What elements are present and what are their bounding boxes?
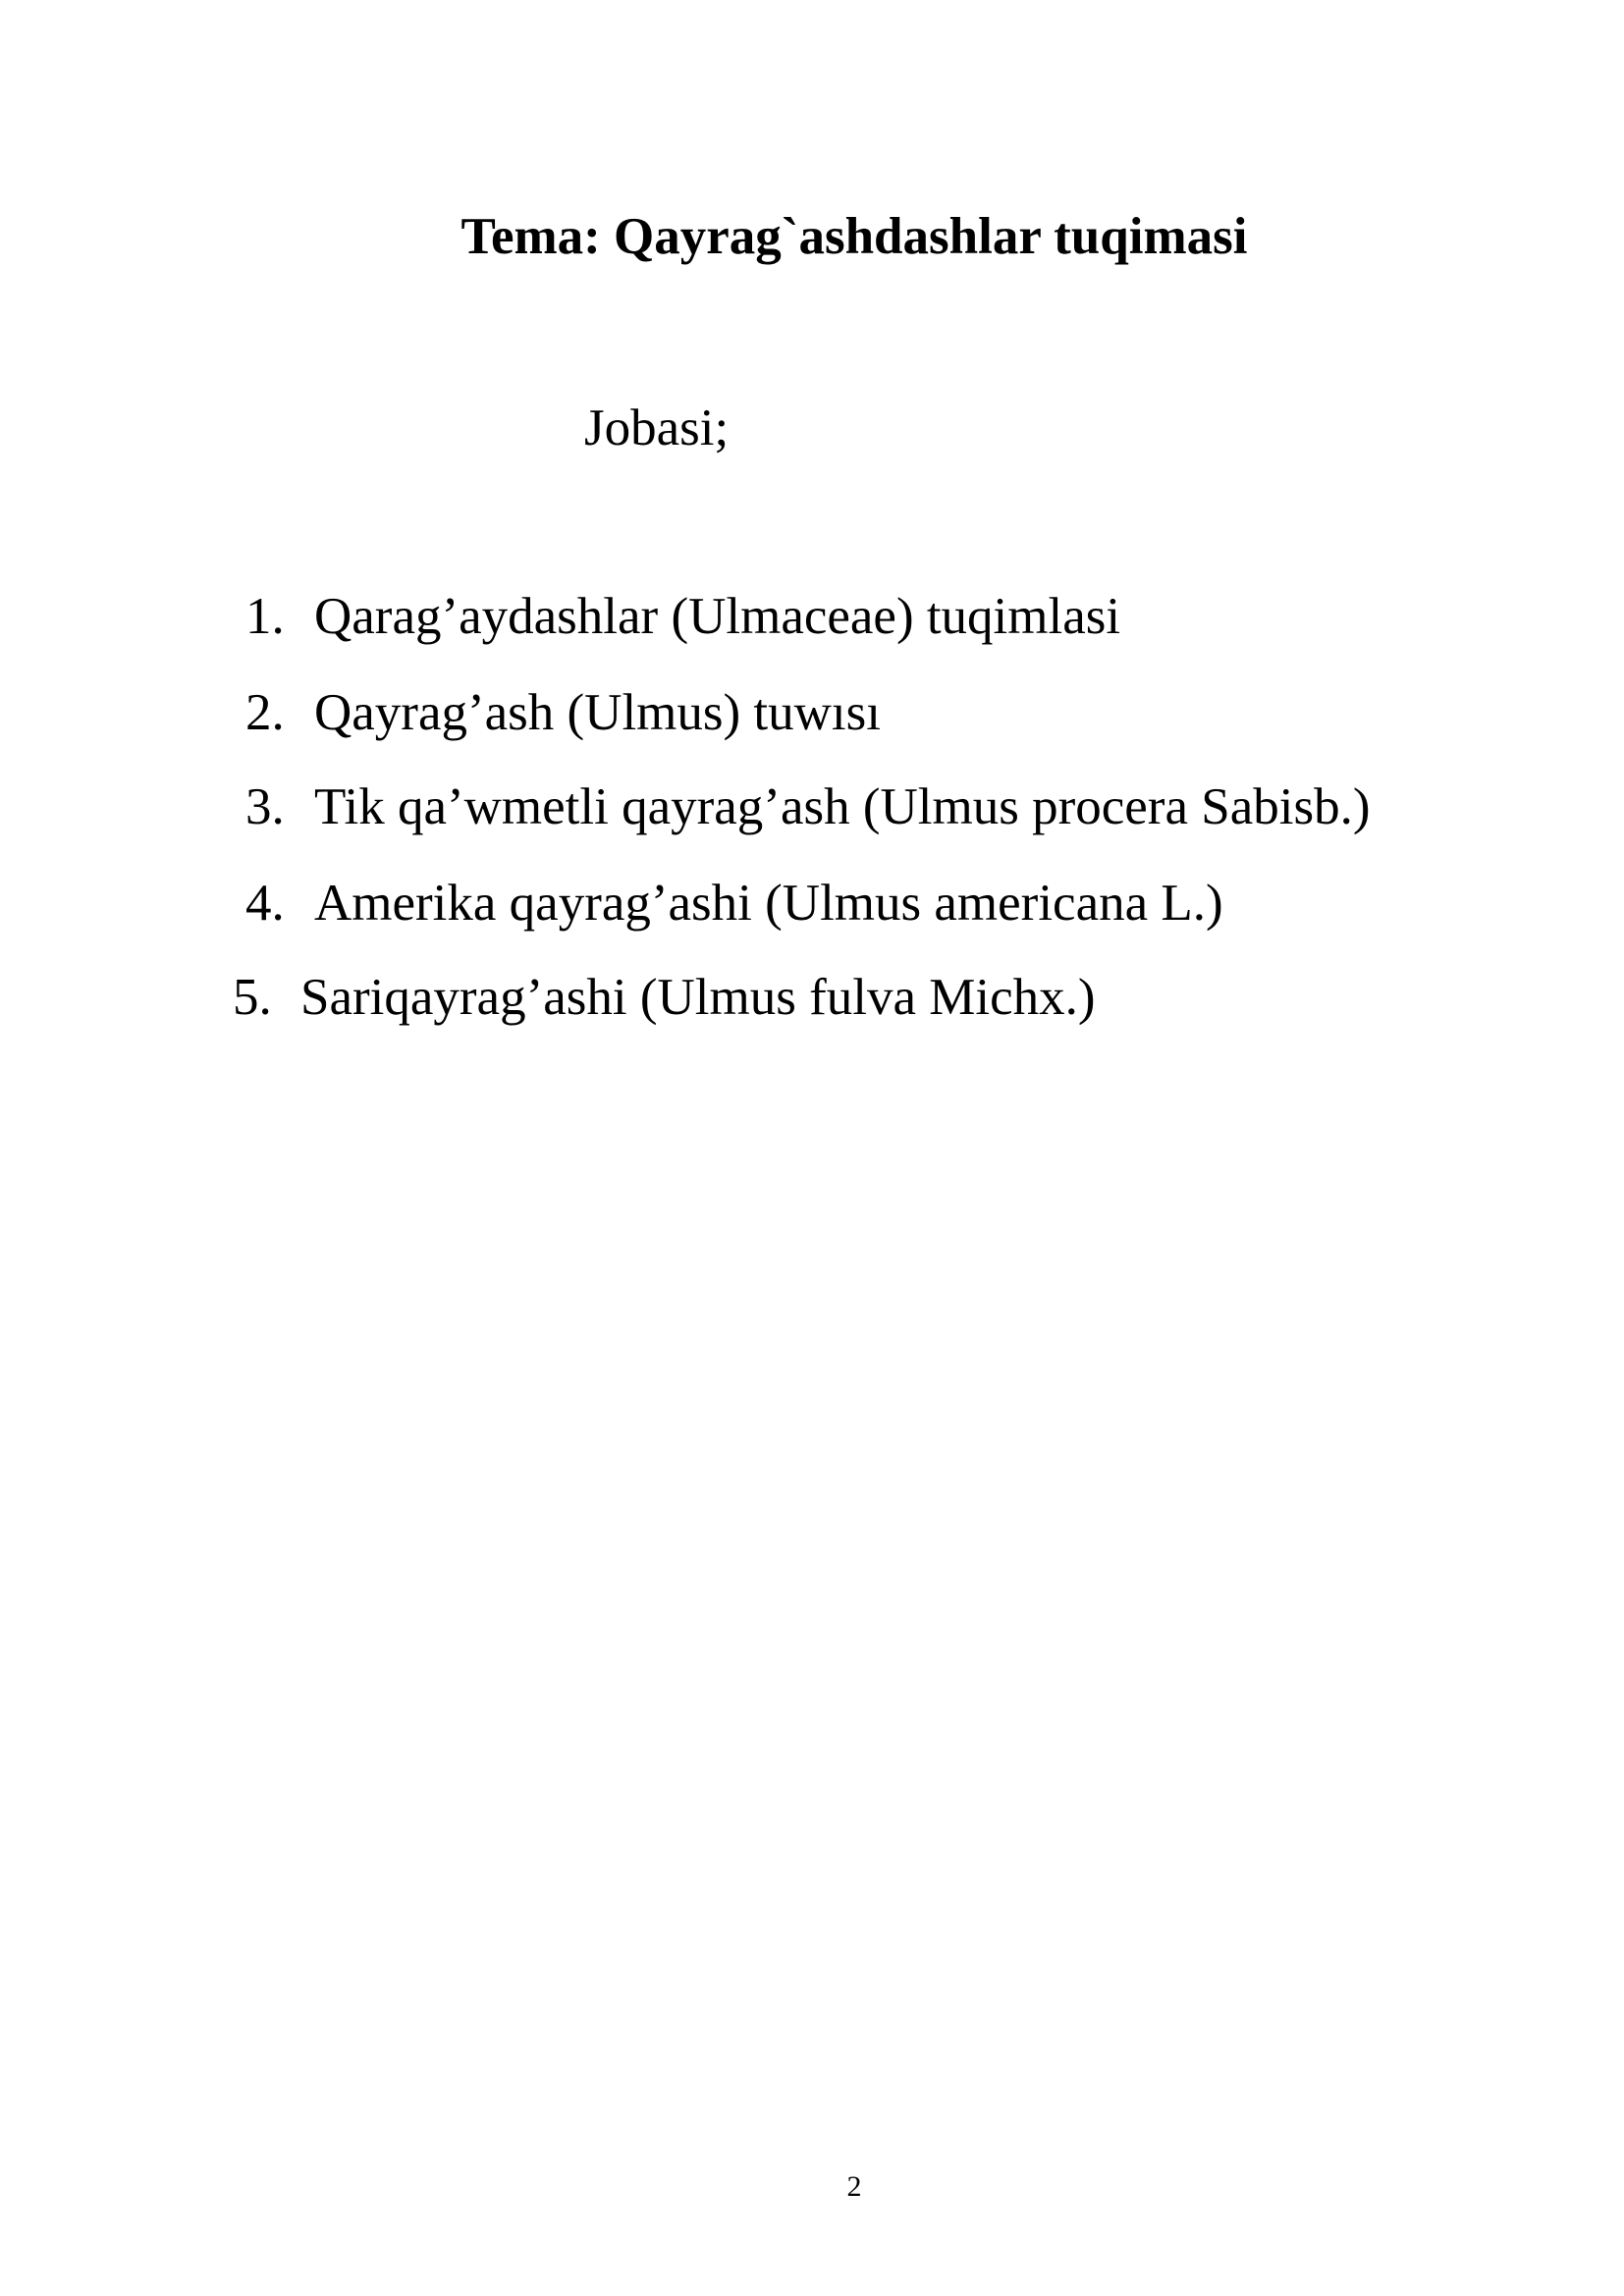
- list-item-number: 5.: [233, 969, 272, 1026]
- page-number: 2: [846, 2170, 862, 2203]
- list-item-text: Sariqayrag’ashi (Ulmus fulva Michx.): [300, 969, 1096, 1026]
- list-item: [245, 772, 1370, 842]
- list-item-text: Tik qa’wmetli qayrag’ash (Ulmus procera Sabisb.): [314, 778, 1371, 835]
- list-item: [233, 962, 1096, 1033]
- list-item-number: 1.: [245, 588, 285, 645]
- list-item: [245, 581, 1120, 652]
- list-item-number: 2.: [245, 684, 285, 741]
- list-item-number: 4.: [245, 875, 285, 932]
- list-item: [245, 677, 881, 748]
- list-item-number: 3.: [245, 778, 285, 835]
- list-item: [245, 868, 1223, 938]
- list-item-text: Qarag’aydashlar (Ulmaceae) tuqimlasi: [314, 588, 1121, 645]
- list-item-text: Qayrag’ash (Ulmus) tuwısı: [314, 684, 881, 741]
- plan-heading: Jobasi;: [584, 400, 730, 456]
- document-title: Tema: Qayrag`ashdashlar tuqimasi: [460, 208, 1248, 265]
- list-item-text: Amerika qayrag’ashi (Ulmus americana L.): [314, 875, 1223, 932]
